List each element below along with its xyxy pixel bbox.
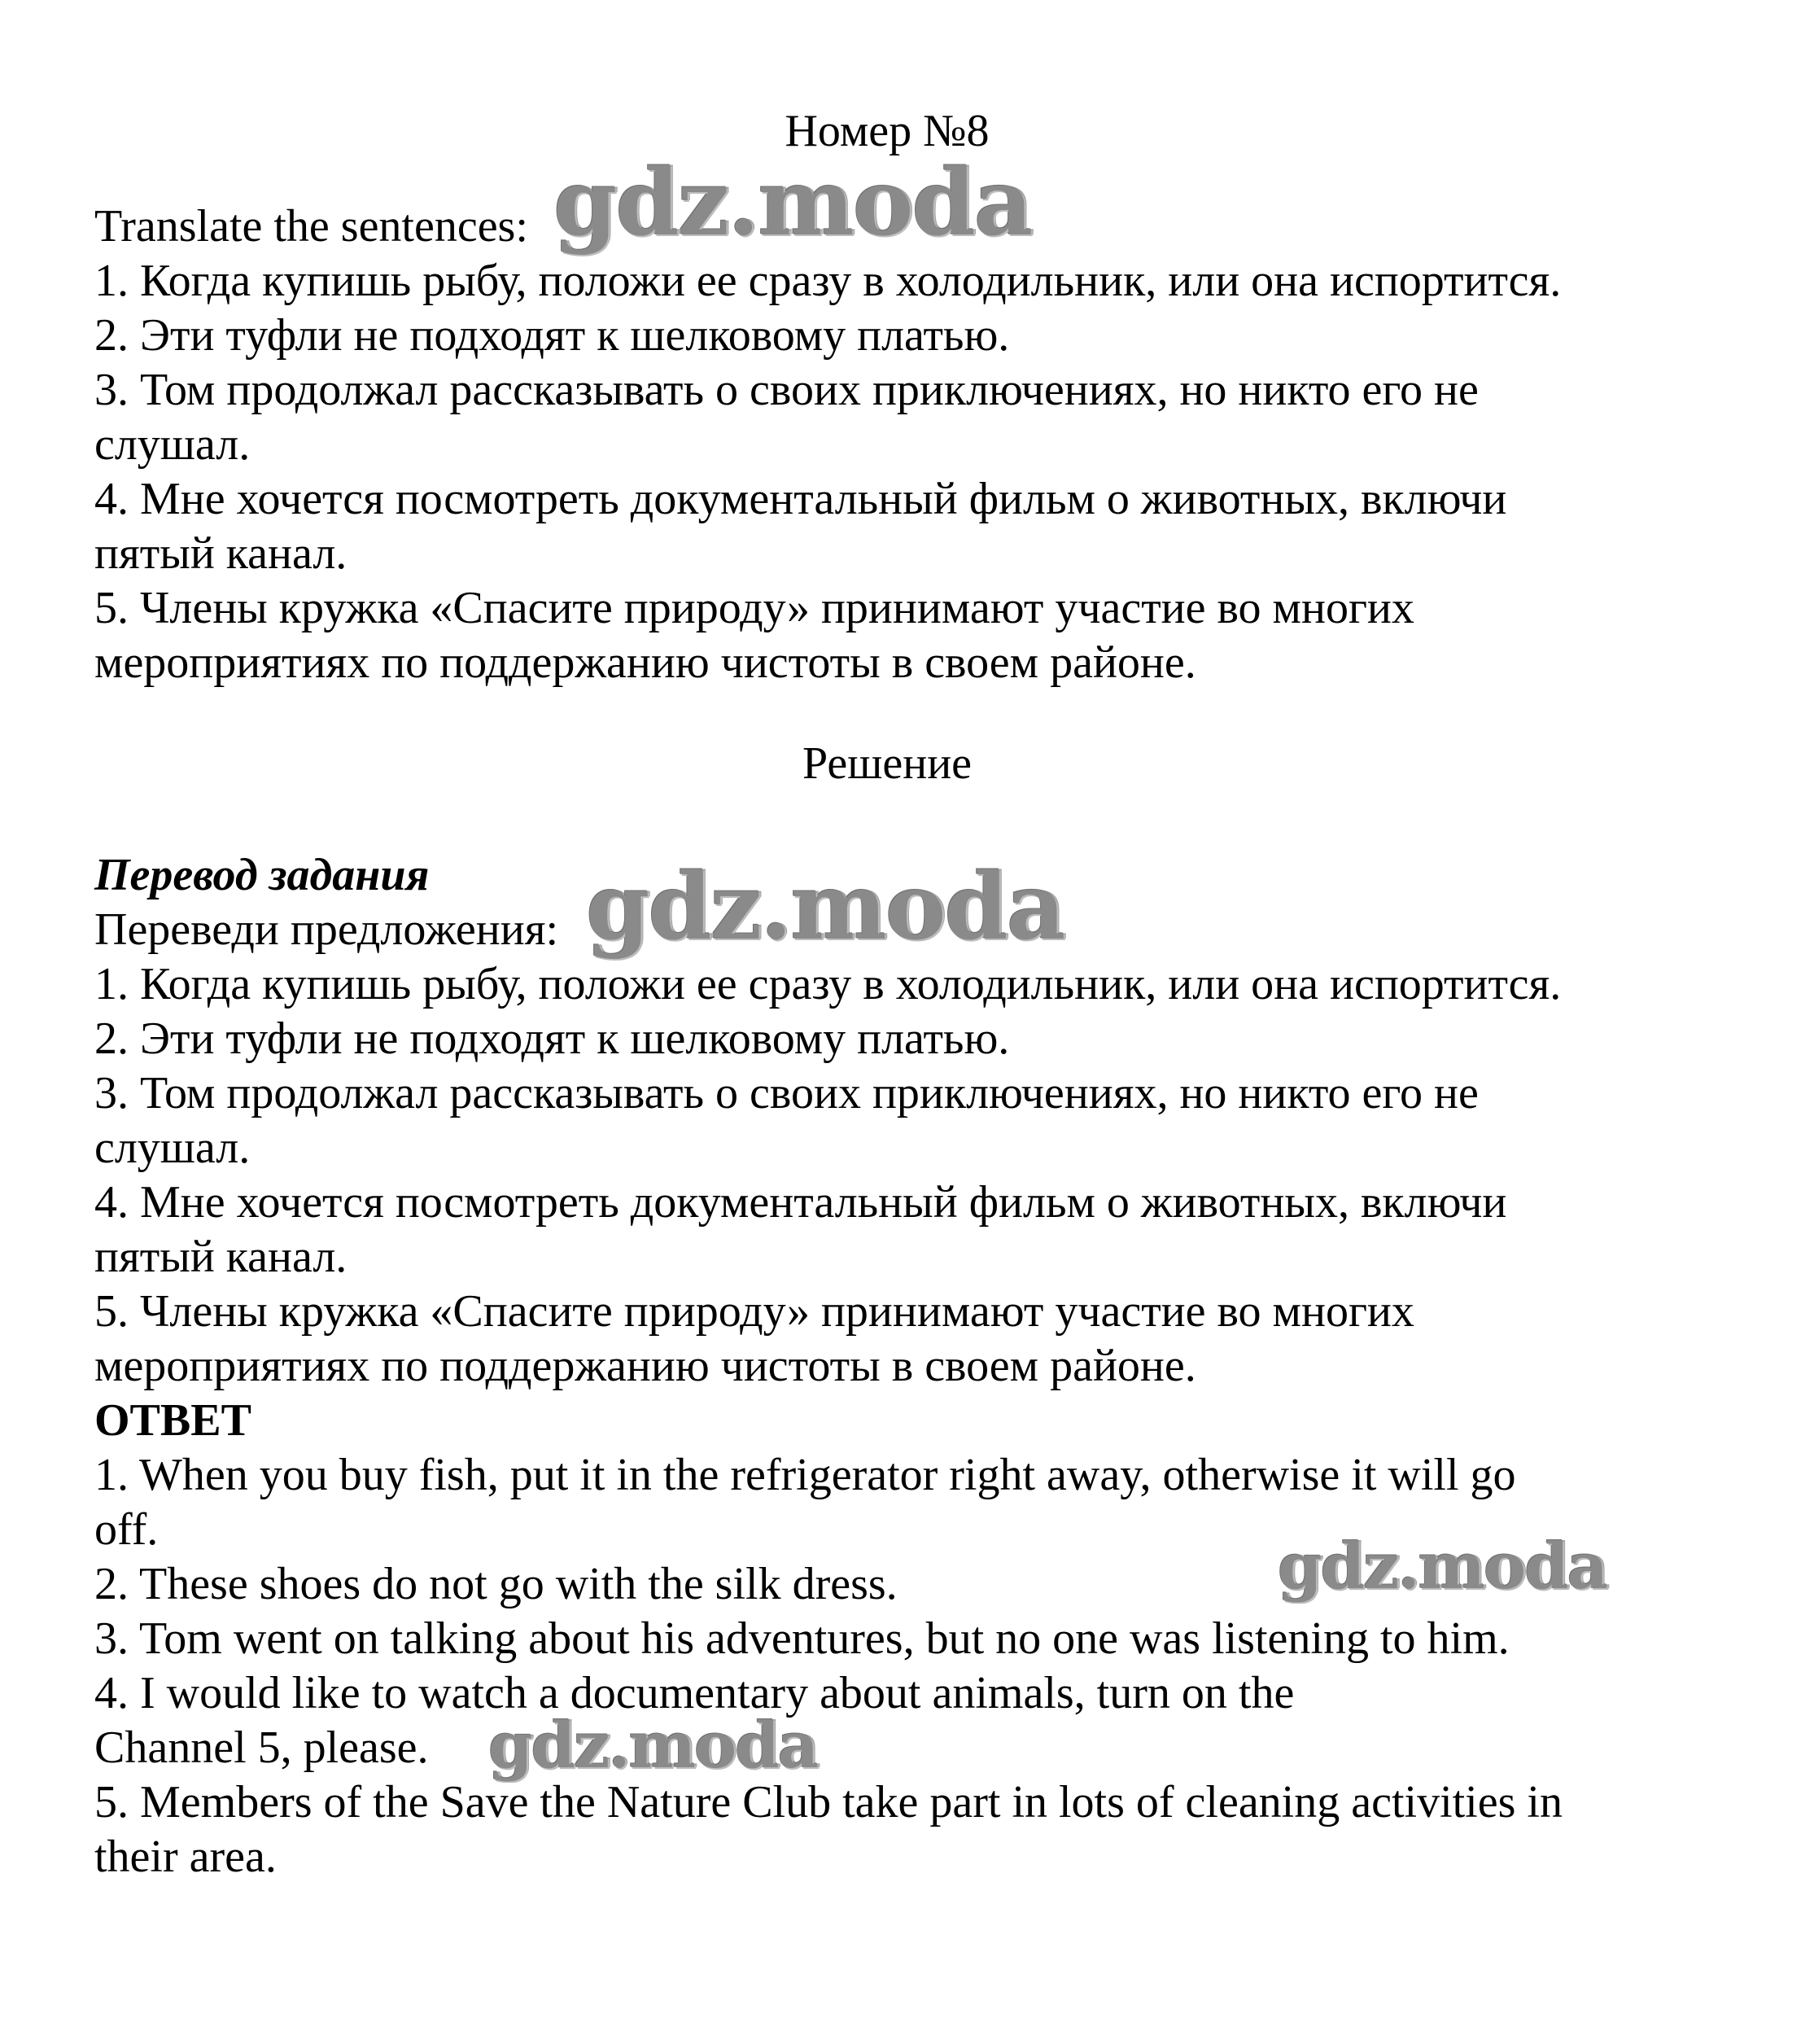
task-line: 3. Том продолжал рассказывать о своих приключениях, но никто его не [94,365,1479,415]
watermark-logo: gdz.moda [1278,1530,1607,1604]
task-line: слушал. [94,419,251,470]
translation-line: 3. Том продолжал рассказывать о своих приключениях, но никто его не [94,1068,1479,1118]
answer-line: 2. These shoes do not go with the silk dress. [94,1559,898,1609]
answer-line: 4. I would like to watch a documentary about animals, turn on the [94,1668,1295,1718]
solution-title: Решение [802,738,973,789]
translation-line: слушал. [94,1123,251,1173]
translation-intro: Переведи предложения: [94,904,559,955]
translation-line: 4. Мне хочется посмотреть документальный фильм о животных, включи [94,1177,1507,1228]
task-line: 5. Члены кружка «Спасите природу» принимают участие во многих [94,583,1414,633]
answer-line: 5. Members of the Save the Nature Club take part in lots of cleaning activities in [94,1777,1563,1827]
answer-line: their area. [94,1832,277,1882]
translation-line: мероприятиях по поддержанию чистоты в своем районе. [94,1341,1196,1391]
task-line: 1. Когда купишь рыбу, положи ее сразу в холодильник, или она испортится. [94,256,1562,306]
answer-line: 3. Tom went on talking about his adventures, but no one was listening to him. [94,1613,1510,1664]
translation-heading: Перевод задания [94,850,430,900]
watermark-logo: gdz.moda [586,854,1064,961]
watermark-logo: gdz.moda [488,1709,818,1783]
answer-line: 1. When you buy fish, put it in the refrigerator right away, otherwise it will go [94,1450,1516,1500]
watermark-logo: gdz.moda [553,150,1032,256]
task-line: пятый канал. [94,528,348,579]
translation-line: 2. Эти туфли не подходят к шелковому платью. [94,1013,1010,1064]
translation-line: пятый канал. [94,1232,348,1282]
task-line: 2. Эти туфли не подходят к шелковому платью. [94,310,1010,361]
answer-line: off. [94,1504,159,1555]
task-intro: Translate the sentences: [94,201,528,252]
answer-heading: ОТВЕТ [94,1395,251,1446]
task-line: 4. Мне хочется посмотреть документальный фильм о животных, включи [94,474,1507,524]
translation-line: 1. Когда купишь рыбу, положи ее сразу в холодильник, или она испортится. [94,959,1562,1009]
answer-line: Channel 5, please. [94,1722,429,1773]
translation-line: 5. Члены кружка «Спасите природу» принимают участие во многих [94,1286,1414,1337]
page-title: Номер №8 [785,106,990,156]
task-line: мероприятиях по поддержанию чистоты в своем районе. [94,637,1196,688]
